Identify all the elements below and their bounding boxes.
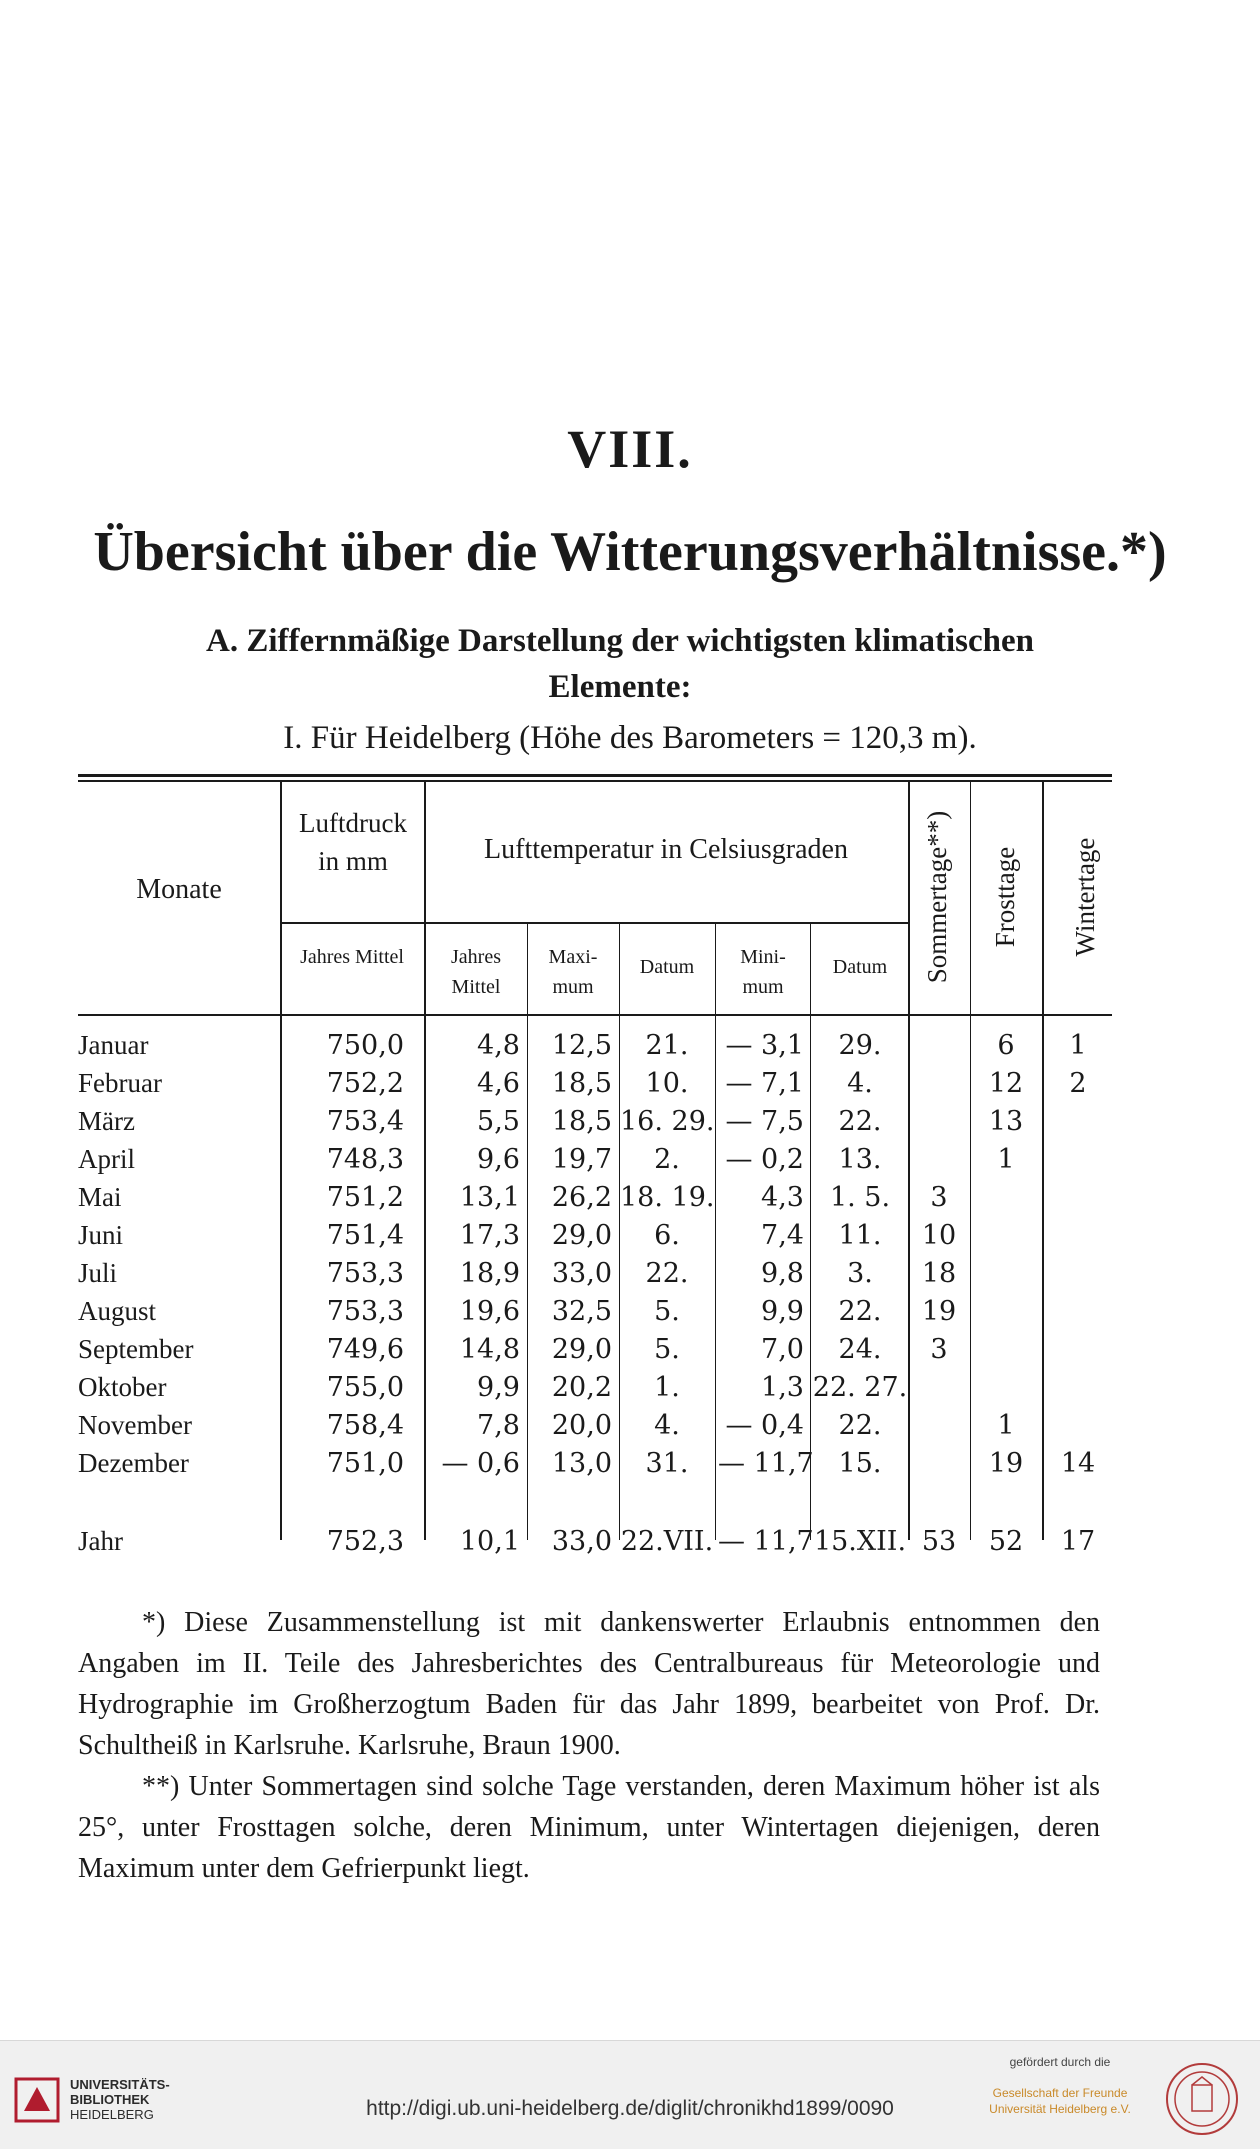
header-sommertage: Sommertage**) [922,810,952,984]
cell-max-date: 6. [654,1220,680,1251]
cell-min: — 0,2 [725,1144,804,1175]
table-row [78,1178,1112,1216]
footnote-2: **) Unter Sommertagen sind solche Tage verstanden, deren Maximum höher ist als 25°, unter Frosttagen solche, deren Minimum, unter Wintertagen diejenigen, deren Maximum unter dem Gefrierpunkt liegt. [78,1771,1100,1884]
chapter-number: VIII. [567,419,693,479]
cell-month: April [78,1144,135,1174]
cell-pressure: 758,4 [326,1410,404,1441]
cell-max-date: 5. [654,1334,680,1365]
header-datum-min: Datum [832,956,888,978]
sponsor-block [950,2055,1170,2117]
cell-pressure: 753,4 [326,1106,404,1137]
cell-month: Juni [78,1220,124,1250]
cell-max-date: 16. 29. [620,1106,715,1137]
cell-month: November [78,1410,192,1440]
header-frosttage: Frosttage [990,846,1020,948]
footnote-1: *) Diese Zusammenstellung ist mit dankenswerter Erlaubnis entnommen den Angaben im II. Teile des Jahresberichtes des Centralbureaus für Meteorologie und Hydrographie im Großherzogtum Baden für das Jahr 1899, bearbeitet von Prof. Dr. Schultheiß in Karlsruhe. Karlsruhe, Braun 1900. [78,1607,1100,1761]
cell-temp-mean: 17,3 [459,1220,520,1251]
cell-max-date: 22. [645,1258,689,1289]
cell-frosttage: 6 [997,1030,1015,1061]
cell-pressure: 751,4 [326,1220,404,1251]
temp-sub-rule [424,922,908,924]
cell-min: 4,3 [761,1182,804,1213]
library-name-line-2: BIBLIOTHEK [70,2092,150,2107]
cell-pressure: 753,3 [326,1296,404,1327]
cell-min-date: 22. [838,1106,882,1137]
cell-min: — 11,7 [718,1526,814,1557]
cell-max-date: 5. [654,1296,680,1327]
header-monate: Monate [136,874,222,905]
cell-max-date: 2. [654,1144,680,1175]
cell-min-date: 15. [838,1448,882,1479]
cell-wintertage: 1 [1069,1030,1087,1061]
header-lufttemperatur: Lufttemperatur in Celsiusgraden [484,834,848,865]
table-row [78,1406,1112,1444]
cell-temp-mean: 4,6 [477,1068,520,1099]
cell-max: 18,5 [551,1068,612,1099]
cell-min-date: 22. [838,1296,882,1327]
cell-wintertage: 17 [1060,1526,1096,1557]
cell-sommertage: 53 [921,1526,957,1557]
cell-frosttage: 13 [988,1106,1024,1137]
cell-max: 20,0 [551,1410,612,1441]
table-top-rule-2 [78,780,1112,782]
cell-min: 7,4 [761,1220,804,1251]
cell-sommertage: 10 [921,1220,957,1251]
cell-min: — 0,4 [725,1410,804,1441]
cell-max: 12,5 [551,1030,612,1061]
table-row-year [78,1522,1112,1560]
cell-min: — 7,1 [725,1068,804,1099]
header-luftdruck: Luftdruck in mm [299,808,407,876]
cell-max: 18,5 [551,1106,612,1137]
cell-min: — 3,1 [725,1030,804,1061]
table-row [78,1330,1112,1368]
cell-sommertage: 3 [930,1182,948,1213]
cell-max-date: 1. [654,1372,680,1403]
cell-wintertage: 14 [1060,1448,1096,1479]
table-heading: I. Für Heidelberg (Höhe des Barometers = 120,3 m). [283,720,977,756]
header-datum-max: Datum [639,956,695,978]
cell-temp-mean: — 0,6 [441,1448,520,1479]
cell-max: 13,0 [551,1448,612,1479]
cell-temp-mean: 5,5 [477,1106,520,1137]
cell-frosttage: 12 [988,1068,1024,1099]
cell-max: 32,5 [551,1296,612,1327]
cell-max-date: 31. [645,1448,689,1479]
cell-min-date: 15.XII. [813,1526,907,1557]
library-name-line-3: HEIDELBERG [70,2107,154,2122]
cell-temp-mean: 18,9 [459,1258,520,1289]
cell-temp-mean: 10,1 [459,1526,520,1557]
cell-sommertage: 3 [930,1334,948,1365]
cell-pressure: 749,6 [326,1334,404,1365]
table-row [78,1368,1112,1406]
cell-min-date: 22. [838,1410,882,1441]
cell-pressure: 755,0 [326,1372,404,1403]
table-row [78,1444,1112,1482]
cell-min: 9,9 [761,1296,804,1327]
sponsor-intro: gefördert durch die [1009,2055,1111,2069]
cell-month: August [78,1296,157,1326]
cell-min-date: 22. 27. [812,1372,908,1403]
cell-max-date: 22.VII. [620,1526,714,1557]
cell-min-date: 24. [838,1334,882,1365]
library-name-line-1: UNIVERSITÄTS- [70,2077,170,2092]
cell-min-date: 11. [838,1220,882,1251]
cell-month: Januar [78,1030,149,1060]
cell-temp-mean: 13,1 [459,1182,520,1213]
header-jahresmittel-temp: Jahres Mittel [451,946,501,998]
cell-month: Dezember [78,1448,189,1478]
cell-max: 33,0 [551,1258,612,1289]
cell-min-date: 4. [847,1068,873,1099]
cell-max: 33,0 [551,1526,612,1557]
table-row [78,1216,1112,1254]
cell-temp-mean: 9,9 [477,1372,520,1403]
page-title: Übersicht über die Witterungsverhältnisse.*) [93,521,1167,583]
cell-temp-mean: 19,6 [459,1296,520,1327]
cell-month: Mai [78,1182,122,1212]
cell-pressure: 750,0 [326,1030,404,1061]
cell-sommertage: 18 [921,1258,957,1289]
header-bottom-rule [78,1014,1112,1016]
cell-pressure: 748,3 [326,1144,404,1175]
cell-pressure: 753,3 [326,1258,404,1289]
table-top-rule [78,774,1112,777]
table-row [78,1064,1112,1102]
cell-pressure: 752,2 [326,1068,404,1099]
cell-max: 19,7 [551,1144,612,1175]
header-maximum: Maxi- mum [548,946,598,998]
cell-frosttage: 52 [988,1526,1024,1557]
cell-pressure: 752,3 [326,1526,404,1557]
table-row [78,1292,1112,1330]
cell-min: 7,0 [761,1334,804,1365]
cell-pressure: 751,2 [326,1182,404,1213]
cell-month: Juli [78,1258,118,1288]
cell-wintertage: 2 [1069,1068,1087,1099]
cell-temp-mean: 9,6 [477,1144,520,1175]
university-seal-icon [1164,2061,1240,2137]
cell-max-date: 4. [654,1410,680,1441]
sponsor-line-1: Gesellschaft der Freunde [992,2086,1128,2100]
cell-min-date: 1. 5. [829,1182,891,1213]
cell-min: — 11,7 [718,1448,814,1479]
table-row [78,1140,1112,1178]
cell-month: September [78,1334,194,1364]
cell-min: — 7,5 [725,1106,804,1137]
cell-max-date: 10. [645,1068,689,1099]
cell-month: Jahr [78,1526,123,1556]
header-jahresmittel-pressure: Jahres Mittel [300,946,404,968]
cell-max: 20,2 [551,1372,612,1403]
cell-frosttage: 19 [988,1448,1024,1479]
cell-max: 29,0 [551,1220,612,1251]
cell-sommertage: 19 [921,1296,957,1327]
cell-month: Oktober [78,1372,167,1402]
pressure-sub-rule [280,922,424,924]
header-wintertage: Wintertage [1070,837,1100,957]
cell-frosttage: 1 [997,1410,1015,1441]
viewer-footer [0,2040,1260,2149]
cell-min-date: 3. [847,1258,873,1289]
cell-max-date: 18. 19. [620,1182,715,1213]
cell-min: 9,8 [761,1258,804,1289]
permalink[interactable]: http://digi.ub.uni-heidelberg.de/diglit/chronikhd1899/0090 [366,2097,894,2120]
cell-month: Februar [78,1068,162,1098]
cell-pressure: 751,0 [326,1448,404,1479]
section-subtitle: A. Ziffernmäßige Darstellung der wichtigsten klimatischen Elemente: [205,623,1034,705]
footnotes [78,1602,1100,1889]
cell-max: 29,0 [551,1334,612,1365]
cell-temp-mean: 4,8 [477,1030,520,1061]
table-row [78,1026,1112,1064]
cell-temp-mean: 7,8 [477,1410,520,1441]
cell-max-date: 21. [645,1030,689,1061]
header-minimum: Mini- mum [740,946,786,998]
table-row [78,1254,1112,1292]
cell-min-date: 29. [838,1030,882,1061]
cell-min: 1,3 [761,1372,804,1403]
cell-max: 26,2 [551,1182,612,1213]
sponsor-line-2: Universität Heidelberg e.V. [989,2102,1131,2116]
cell-min-date: 13. [838,1144,882,1175]
table-row [78,1102,1112,1140]
climate-table [78,774,1112,1574]
cell-frosttage: 1 [997,1144,1015,1175]
cell-temp-mean: 14,8 [459,1334,520,1365]
cell-month: März [78,1106,135,1136]
